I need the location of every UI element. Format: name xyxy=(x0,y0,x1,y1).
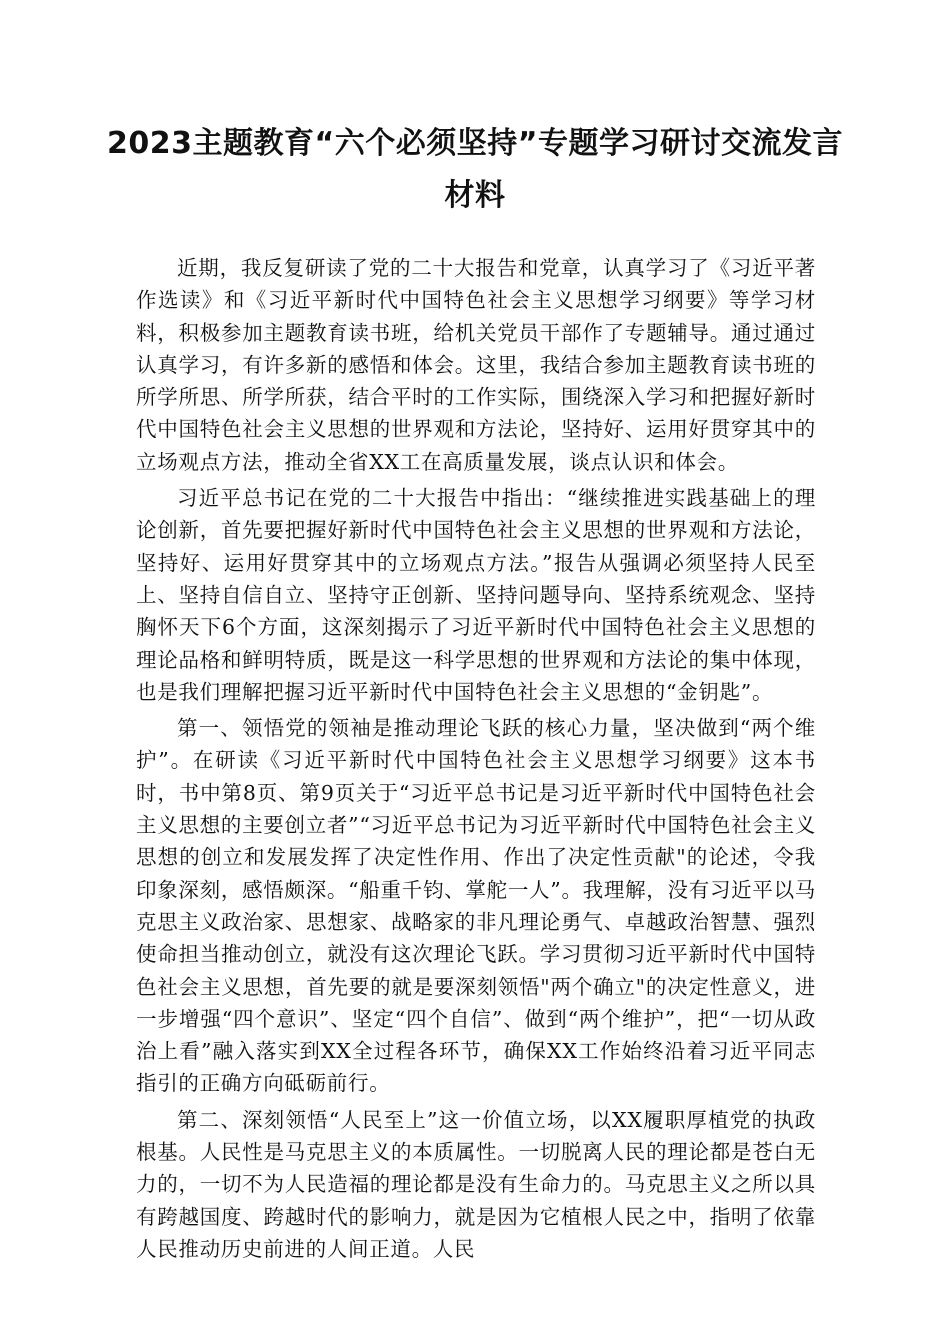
document-body xyxy=(136,252,816,1269)
paragraph-point-two: 第二、深刻领悟“人民至上”这一价值立场，以XX履职厚植党的执政根基。人民性是马克思主义的本质属性。一切脱离人民的理论都是苍白无力的，一切不为人民造福的理论都是没有生命力的。马克思主义之所以具有跨越国度、跨越时代的影响力，就是因为它植根人民之中，指明了依靠人民推动历史前进的人间正道。人民 xyxy=(136,1107,816,1261)
paragraph-report-quote: 习近平总书记在党的二十大报告中指出：“继续推进实践基础上的理论创新，首先要把握好新时代中国特色社会主义思想的世界观和方法论，坚持好、运用好贯穿其中的立场观点方法。”报告从强调必须坚持人民至上、坚持自信自立、坚持守正创新、坚持问题导向、坚持系统观念、坚持胸怀天下6个方面，这深刻揭示了习近平新时代中国特色社会主义思想的理论品格和鲜明特质，既是这一科学思想的世界观和方法论的集中体现，也是我们理解把握习近平新时代中国特色社会主义思想的“金钥匙”。 xyxy=(136,486,816,704)
document-title: 2023主题教育“六个必须坚持”专题学习研讨交流发言材料 xyxy=(107,126,843,213)
paragraph-intro: 近期，我反复研读了党的二十大报告和党章，认真学习了《习近平著作选读》和《习近平新时代中国特色社会主义思想学习纲要》等学习材料，积极参加主题教育读书班，给机关党员干部作了专题辅导。通过通过认真学习，有许多新的感悟和体会。这里，我结合参加主题教育读书班的所学所思、所学所获，结合平时的工作实际，围绕深入学习和把握好新时代中国特色社会主义思想的世界观和方法论，坚持好、运用好贯穿其中的立场观点方法，推动全省XX工在高质量发展，谈点认识和体会。 xyxy=(136,256,816,474)
paragraph-point-one: 第一、领悟党的领袖是推动理论飞跃的核心力量，坚决做到“两个维护”。在研读《习近平新时代中国特色社会主义思想学习纲要》这本书时，书中第8页、第9页关于“习近平总书记是习近平新时代中国特色社会主义思想的主要创立者”“习近平总书记为习近平新时代中国特色社会主义思想的创立和发展发挥了决定性作用、作出了决定性贡献"的论述，令我印象深刻，感悟颇深。“船重千钧、掌舵一人”。我理解，没有习近平以马克思主义政治家、思想家、战略家的非凡理论勇气、卓越政治智慧、强烈使命担当推动创立，就没有这次理论飞跃。学习贯彻习近平新时代中国特色社会主义思想，首先要的就是要深刻领悟"两个确立"的决定性意义，进一步增强“四个意识”、坚定“四个自信”、做到“两个维护”，把“一切从政治上看”融入落实到XX全过程各环节，确保XX工作始终沿着习近平同志指引的正确方向砥砺前行。 xyxy=(136,716,816,1096)
